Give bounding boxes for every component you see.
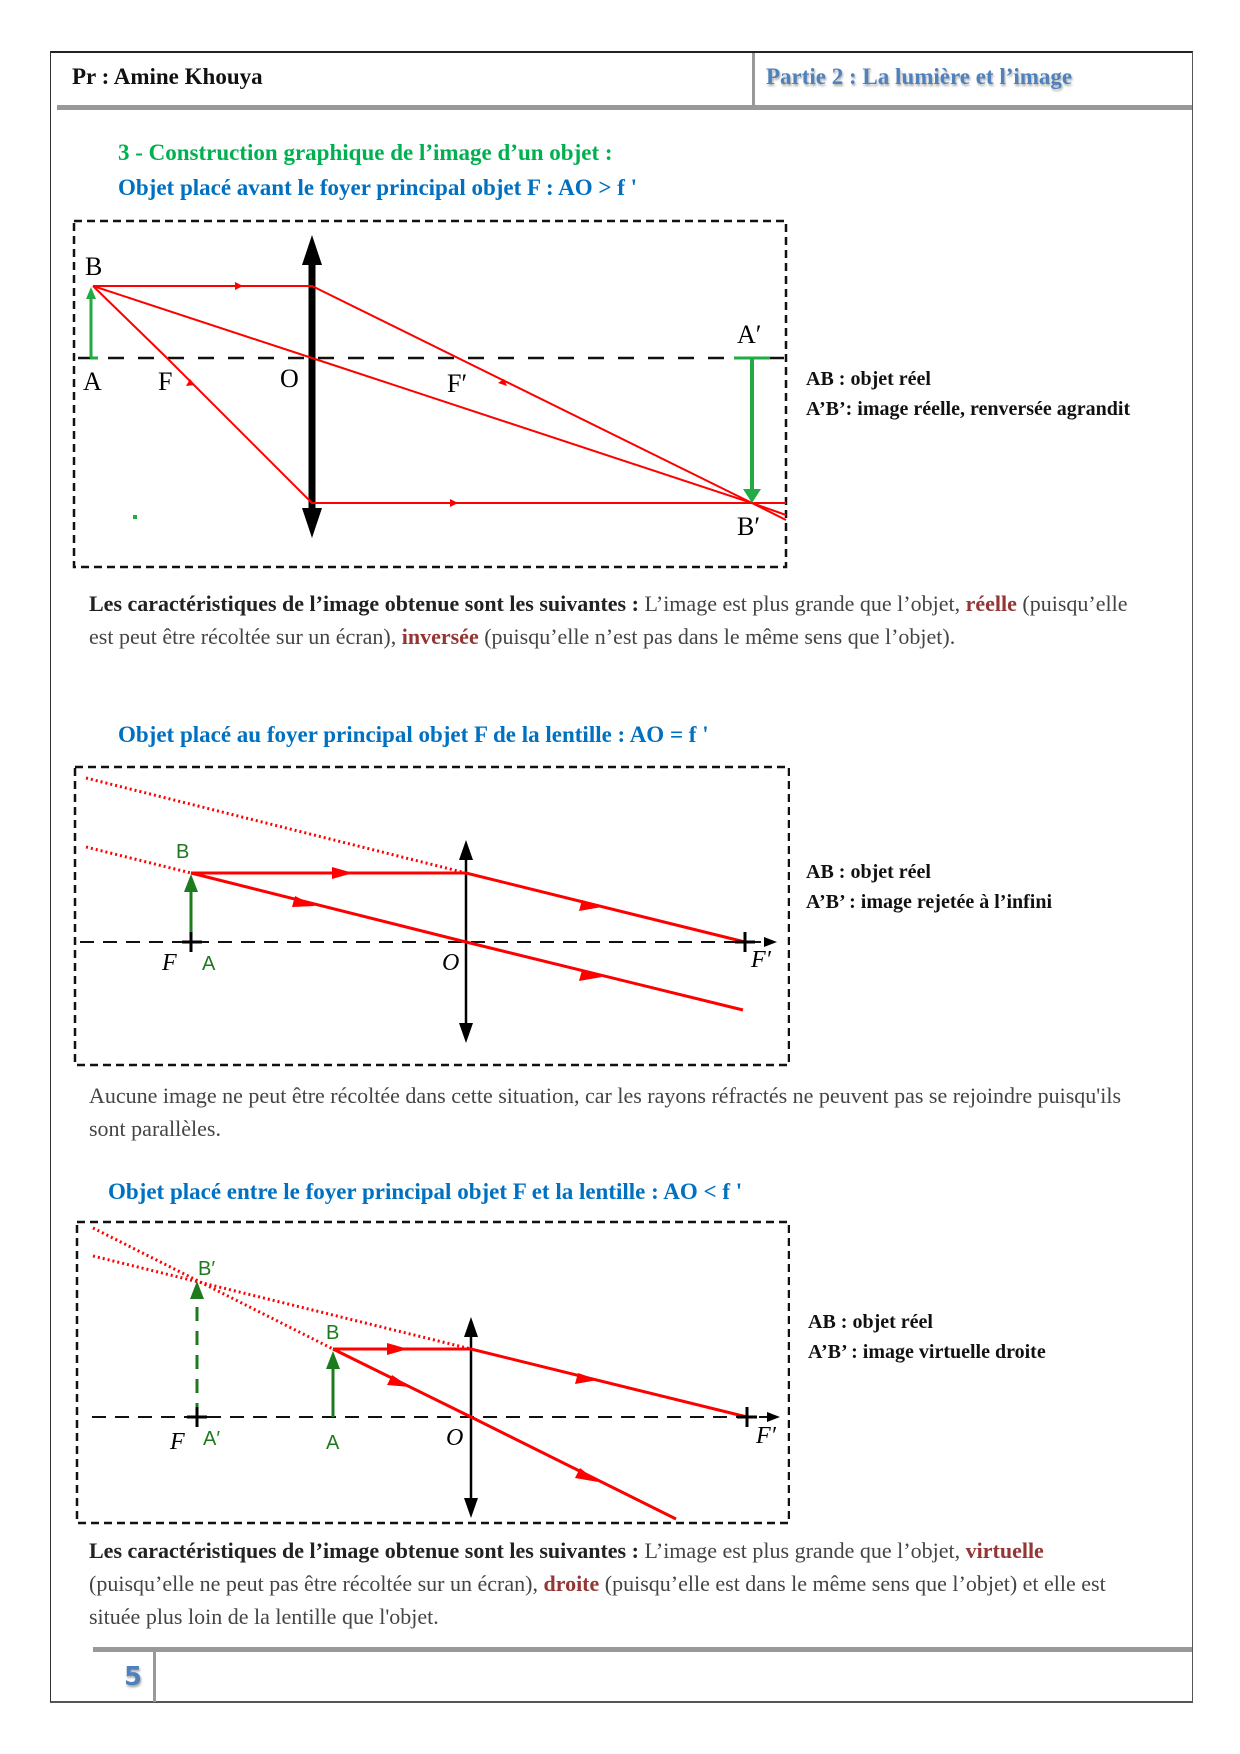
label-Fprime: F′: [751, 947, 771, 973]
green-dot: [133, 515, 137, 519]
case1-description: [89, 587, 1149, 653]
legend-image: A’B’ : image virtuelle droite: [808, 1341, 1046, 1363]
text: (puisqu’elle est peut être récoltée sur un écran),: [89, 591, 1128, 649]
header-author: Pr : Amine Khouya: [72, 64, 263, 89]
keyword-droite: droite: [543, 1571, 600, 1596]
case1-title: Objet placé avant le foyer principal objet F : AO > f ': [118, 175, 638, 200]
label-A: A: [326, 1432, 340, 1454]
legend-object: AB : objet réel: [808, 1311, 933, 1333]
description-lead: Les caractéristiques de l’image obtenue sont les suivantes :: [89, 1538, 639, 1563]
label-B: B: [176, 841, 190, 863]
text: (puisqu’elle est dans le même sens que l’objet) et elle est située plus loin de la lentille que l'objet.: [89, 1571, 1106, 1629]
label-A: A: [83, 367, 102, 396]
header-divider: [752, 53, 755, 109]
label-Fprime: F′: [447, 369, 468, 398]
label-F: F: [170, 1429, 185, 1455]
diagram-frame: [74, 221, 786, 567]
image-arrow-ApBp: [190, 1281, 204, 1417]
page-number: 5: [124, 1662, 143, 1692]
label-O: O: [280, 364, 299, 393]
diagram-frame: [77, 1222, 789, 1523]
case1-legend: [806, 364, 1130, 424]
text: (puisqu’elle ne peut pas être récoltée sur un écran),: [89, 1571, 544, 1596]
case3-legend: [808, 1307, 1046, 1367]
object-arrow-AB: [86, 287, 98, 358]
legend-object: AB : objet réel: [806, 368, 931, 390]
keyword-virtuelle: virtuelle: [965, 1538, 1044, 1563]
text: L’image est plus grande que l’objet,: [638, 591, 966, 616]
footer-divider: [153, 1650, 156, 1702]
image-arrow-ApBp: [734, 358, 770, 503]
label-O: O: [442, 950, 460, 976]
diagram-infinity-image: [70, 760, 790, 1070]
label-Fprime: F′: [756, 1423, 776, 1449]
object-arrow-AB: [184, 874, 198, 942]
light-rays: [333, 1349, 747, 1519]
description-lead: Les caractéristiques de l’image obtenue sont les suivantes :: [89, 591, 639, 616]
header-part-title: Partie 2 : La lumière et l’image: [766, 64, 1073, 89]
header-rule: [57, 105, 1192, 110]
label-O: O: [446, 1425, 464, 1451]
case3-description: [89, 1534, 1149, 1633]
diagram-real-image: [70, 215, 790, 575]
label-A: A: [202, 953, 216, 975]
footer-rule: [93, 1647, 1192, 1652]
label-Aprime: A′: [203, 1428, 221, 1450]
text: (puisqu’elle n’est pas dans le même sens que l’objet).: [478, 624, 956, 649]
keyword-reelle: réelle: [965, 591, 1017, 616]
label-Aprime: A′: [737, 320, 762, 349]
object-arrow-AB: [326, 1351, 340, 1417]
case2-legend: [806, 857, 1052, 917]
diagram-frame: [75, 767, 789, 1065]
legend-image: A’B’ : image rejetée à l’infini: [806, 891, 1053, 913]
light-rays: [93, 286, 786, 520]
legend-image: A’B’: image réelle, renversée agrandit: [806, 398, 1131, 420]
label-F: F: [162, 950, 177, 976]
label-B: B: [85, 252, 103, 281]
axis-arrow: [767, 1412, 780, 1422]
lens: [302, 235, 322, 538]
virtual-rays: [86, 778, 466, 873]
case2-title: Objet placé au foyer principal objet F de la lentille : AO = f ': [118, 722, 709, 747]
section-title: 3 - Construction graphique de l’image d’un objet :: [118, 140, 613, 165]
text: L’image est plus grande que l’objet,: [638, 1538, 966, 1563]
keyword-inversee: inversée: [401, 624, 479, 649]
label-Bprime: B′: [198, 1258, 216, 1280]
label-F: F: [158, 367, 173, 396]
axis-arrow: [764, 937, 777, 947]
virtual-rays: [93, 1228, 471, 1349]
case3-title: Objet placé entre le foyer principal objet F et la lentille : AO < f ': [108, 1179, 743, 1204]
ray-arrows: [387, 1343, 598, 1482]
diagram-virtual-image: [70, 1215, 790, 1530]
legend-object: AB : objet réel: [806, 861, 931, 883]
case2-description: Aucune image ne peut être récoltée dans cette situation, car les rayons réfractés ne peuvent pas se rejoindre puisqu'ils sont parallèles.: [89, 1083, 1122, 1141]
label-B: B: [326, 1322, 340, 1344]
label-Bprime: B′: [737, 512, 761, 541]
